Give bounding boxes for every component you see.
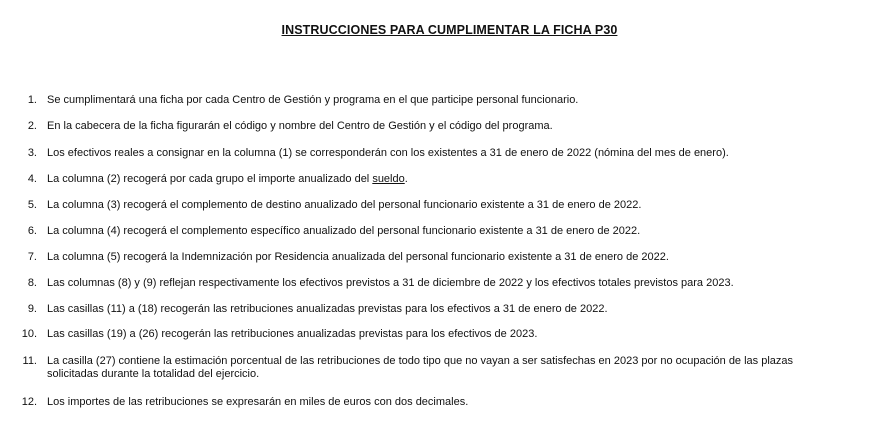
document-title: INSTRUCCIONES PARA CUMPLIMENTAR LA FICHA P30 [281,23,618,37]
item-text: Se cumplimentará una ficha por cada Centro de Gestión y programa en el que participe personal funcionario. [47,94,579,106]
item-number: 5. [27,199,37,211]
item-number: 4. [27,173,37,185]
item-number: 8. [27,277,37,289]
item-number: 12. [21,396,37,408]
item-text: Las casillas (11) a (18) recogerán las retribuciones anualizadas previstas para los efectivos a 31 de enero de 2022. [47,303,608,315]
item-text: Las columnas (8) y (9) reflejan respectivamente los efectivos previstos a 31 de diciembre de 2022 y los efectivos totales previstos para 2023. [47,277,734,289]
item-number: 7. [27,251,37,263]
item-text-part: La columna (2) recogerá por cada grupo el importe anualizado del [47,173,373,185]
item-text: La columna (4) recogerá el complemento específico anualizado del personal funcionario existente a 31 de enero de 2022. [47,225,641,237]
item-text: Las casillas (19) a (26) recogerán las retribuciones anualizadas previstas para los efectivos de 2023. [47,328,538,340]
item-text-line: solicitadas durante la totalidad del ejercicio. [47,368,260,380]
item-number: 10. [21,328,37,340]
item-text-part: . [404,173,408,185]
item-text [47,355,837,381]
item-text-line: La casilla (27) contiene la estimación porcentual de las retribuciones de todo tipo que no vayan a ser satisfechas en 2023 por no ocupación de las plazas [47,355,794,367]
item-text [47,173,837,186]
item-number: 3. [27,147,37,159]
item-number: 6. [27,225,37,237]
underlined-term: sueldo [372,173,405,185]
item-number: 2. [27,120,37,132]
item-text: La columna (5) recogerá la Indemnización por Residencia anualizada del personal funcionario existente a 31 de enero de 2022. [47,251,669,263]
item-number: 11. [22,355,37,367]
item-text: La columna (3) recogerá el complemento de destino anualizado del personal funcionario existente a 31 de enero de 2022. [47,199,642,211]
item-text: Los efectivos reales a consignar en la columna (1) se corresponderán con los existentes a 31 de enero de 2022 (nómina del mes de enero). [47,147,729,159]
item-text: Los importes de las retribuciones se expresarán en miles de euros con dos decimales. [47,396,469,408]
item-number: 9. [27,303,37,315]
item-text: En la cabecera de la ficha figurarán el código y nombre del Centro de Gestión y el código del programa. [47,120,553,132]
item-number: 1. [27,94,37,106]
